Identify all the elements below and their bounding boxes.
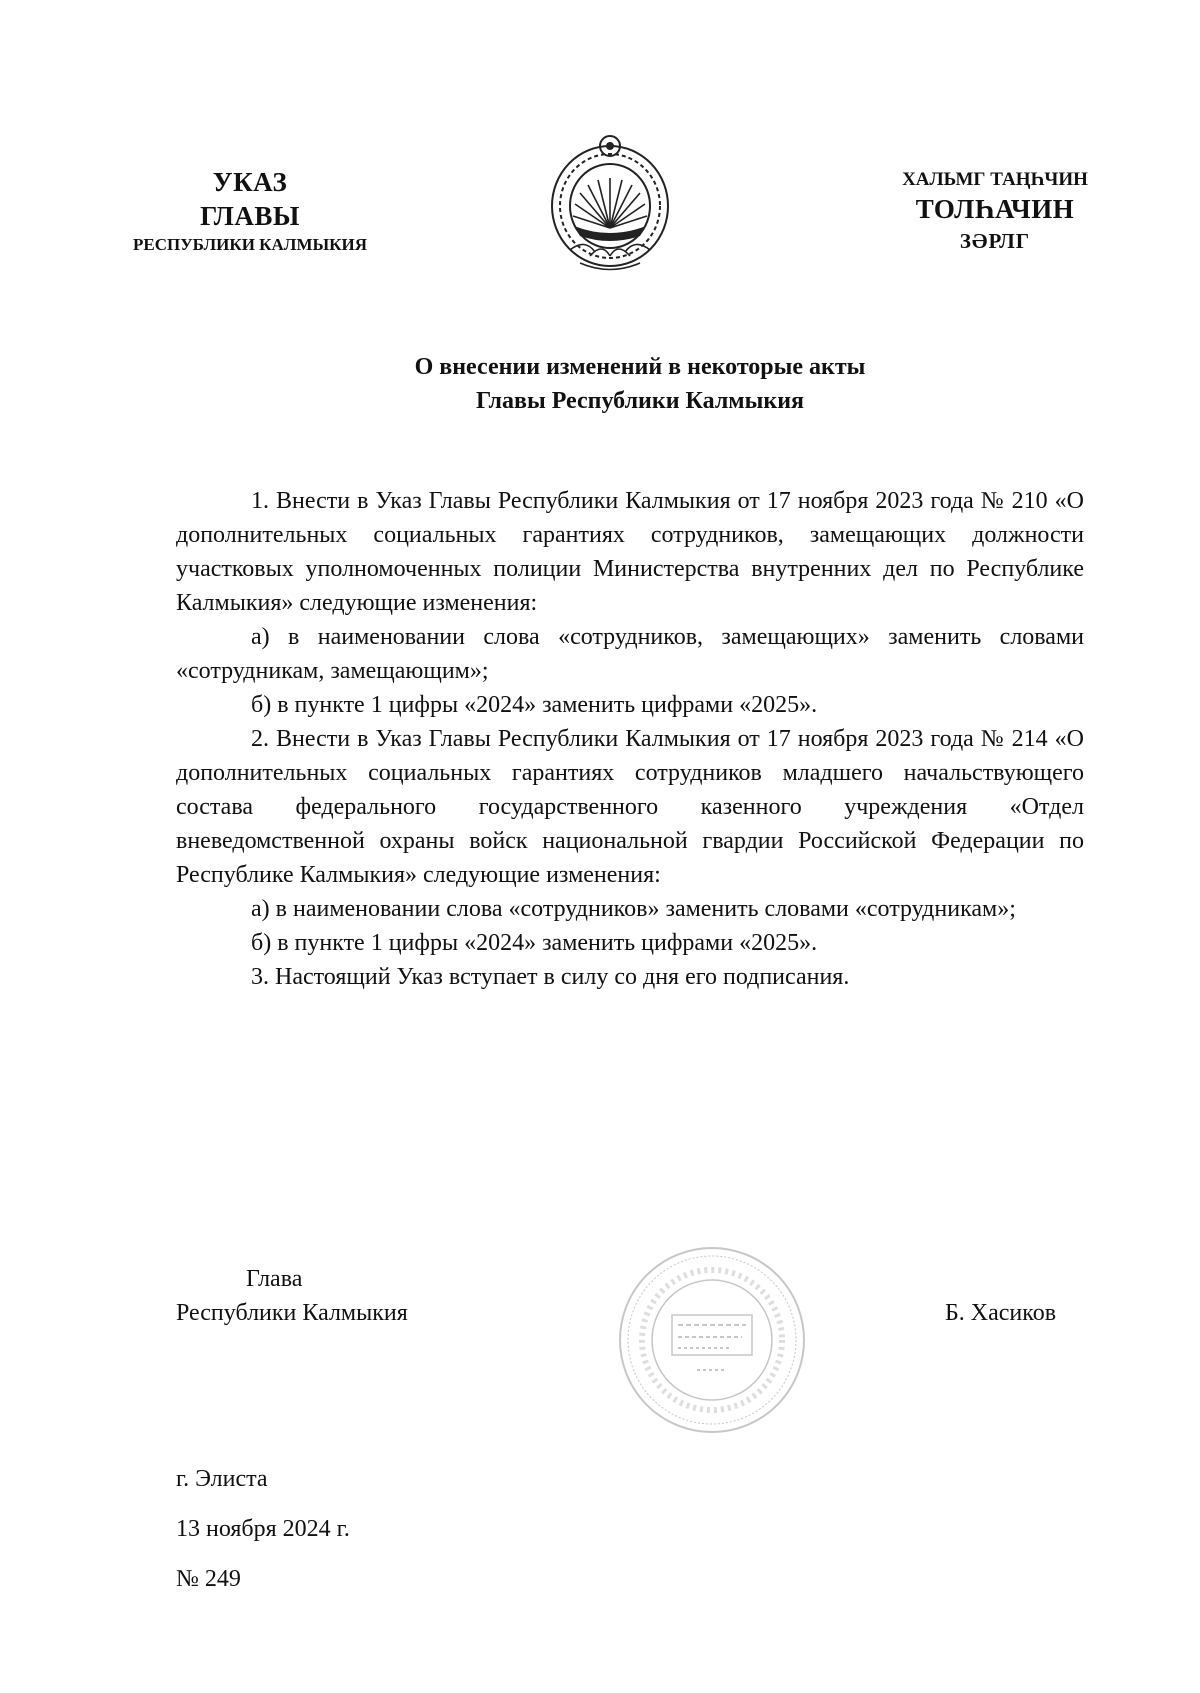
- position-line2: Республики Калмыкия: [176, 1300, 408, 1326]
- header-left-line2: ГЛАВЫ: [200, 201, 300, 231]
- paragraph-1b: б) в пункте 1 цифры «2024» заменить цифрами «2025».: [251, 692, 818, 718]
- paragraph-1: 1. Внести в Указ Главы Республики Калмыкия от 17 ноября 2023 года № 210 «О дополнительных социальных гарантиях сотрудников, замещающих должности участковых уполномоченных полиции Министерства внутренних дел по Республике Калмыкия» следующие изменения:: [176, 488, 1084, 616]
- paragraph-2b: б) в пункте 1 цифры «2024» заменить цифрами «2025».: [251, 930, 818, 956]
- document-footer: [176, 1462, 350, 1612]
- header-kalmyk: [865, 168, 1125, 256]
- paragraph-1a: а) в наименовании слова «сотрудников, замещающих» заменить словами «сотрудникам, замещающим»;: [176, 624, 1084, 684]
- signatory-name: Б. Хасиков: [945, 1300, 1057, 1326]
- header-left-line1: УКАЗ: [212, 167, 288, 197]
- footer-date: 13 ноября 2024 г.: [176, 1516, 350, 1542]
- paragraph-3: 3. Настоящий Указ вступает в силу со дня его подписания.: [251, 964, 850, 990]
- document-title: [200, 350, 1080, 418]
- position-line1: Глава: [246, 1266, 303, 1292]
- kalmykia-coat-of-arms-icon: [540, 128, 680, 278]
- paragraph-2: 2. Внести в Указ Главы Республики Калмыкия от 17 ноября 2023 года № 214 «О дополнительных социальных гарантиях сотрудников младшего начальствующего состава федерального государственного казенного учреждения «Отдел вневедомственной охраны войск национальной гвардии Российской Федерации по Республике Калмыкия» следующие изменения:: [176, 726, 1084, 888]
- footer-number: № 249: [176, 1566, 241, 1592]
- header-russian: [95, 165, 405, 257]
- header-right-line1: ХАЛЬМГ ТАҢҺЧИН: [902, 169, 1088, 190]
- title-line1: О внесении изменений в некоторые акты: [414, 354, 866, 380]
- signatory-position: [176, 1262, 408, 1330]
- official-seal-stamp-icon: [612, 1240, 812, 1440]
- header-right-line2: ТОЛҺАЧИН: [915, 194, 1075, 224]
- title-line2: Главы Республики Калмыкия: [475, 388, 805, 414]
- paragraph-2a: а) в наименовании слова «сотрудников» заменить словами «сотрудникам»;: [251, 896, 1016, 922]
- header-left-line3: РЕСПУБЛИКИ КАЛМЫКИЯ: [132, 235, 368, 254]
- decree-body: [176, 484, 1084, 994]
- header-right-line3: ЗӘРЛГ: [959, 229, 1031, 253]
- footer-city: г. Элиста: [176, 1466, 268, 1492]
